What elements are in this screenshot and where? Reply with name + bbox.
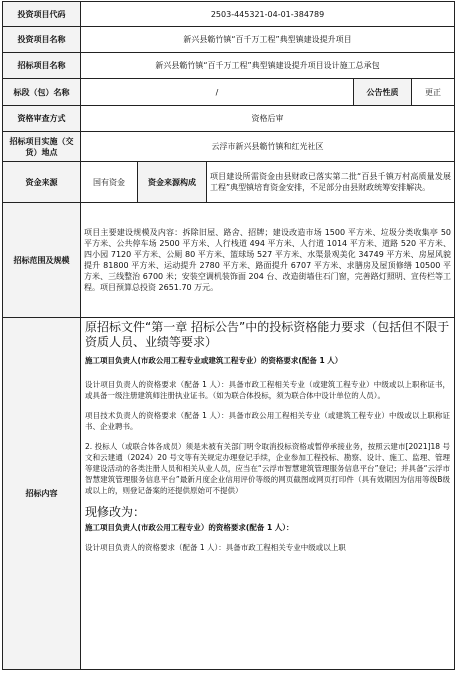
notice-nature-label: 公告性质 — [354, 79, 412, 106]
tender-name-label: 招标项目名称 — [3, 53, 81, 79]
funding-composition-value: 项目建设所需资金由县财政已落实第二批“百县千镇万村高质量发展工程”典型镇培育资金安排，不足部分由县财政统筹安排解决。 — [207, 162, 455, 203]
tender-name-value: 新兴县簕竹镇“百千万工程”典型镇建设提升项目设计施工总承包 — [81, 53, 455, 79]
content-changed-heading: 现修改为： — [85, 505, 146, 519]
row-funding — [3, 162, 455, 203]
content-new-construction-manager: 施工项目负责人(市政公用工程专业）的资格要求(配备 1 人）： — [85, 523, 294, 532]
content-item-construction-manager: 施工项目负责人(市政公用工程专业或建筑工程专业）的资格要求(配备 1 人） — [85, 356, 343, 365]
row-section — [3, 79, 455, 106]
row-tender-name — [3, 53, 455, 79]
location-value: 云浮市新兴县簕竹镇和红光社区 — [81, 132, 455, 162]
project-name-label: 投资项目名称 — [3, 27, 81, 53]
funding-composition-label: 资金来源构成 — [138, 162, 207, 203]
row-project-code — [3, 2, 455, 27]
row-project-name — [3, 27, 455, 53]
qualification-value: 资格后审 — [81, 106, 455, 132]
content-intro: 原招标文件“第一章 招标公告”中的投标资格能力要求（包括但不限于资质人员、业绩等要求） — [85, 320, 450, 349]
project-name-value: 新兴县簕竹镇“百千万工程”典型镇建设提升项目 — [81, 27, 455, 53]
project-code-label: 投资项目代码 — [3, 2, 81, 27]
content-item-technical-manager: 项目技术负责人的资格要求（配备 1 人）：具备市政公用工程相关专业（或建筑工程专业）中级或以上职称证书、企业聘书。 — [85, 411, 451, 431]
project-code-value: 2503-445321-04-01-384789 — [81, 2, 455, 27]
content-body — [81, 318, 455, 670]
section-name-label: 标段（包）名称 — [3, 79, 81, 106]
funding-value: 国有资金 — [81, 162, 138, 203]
qualification-label: 资格审查方式 — [3, 106, 81, 132]
content-label: 招标内容 — [3, 318, 81, 670]
funding-label: 资金来源 — [3, 162, 81, 203]
location-label: 招标项目实施（交货）地点 — [3, 132, 81, 162]
row-location — [3, 132, 455, 162]
scope-label: 招标范围及规模 — [3, 203, 81, 318]
scope-value: 项目主要建设规模及内容：拆除旧屋、路舍、招牌；建设改造市场 1500 平方米、垃圾分类收集亭 50 平方米、公共停车场 2500 平方米、人行栈道 494 平方米、人行道 1014 平方米、道路 520 平方米、四小园 7120 平方米、公厕 80 平方米、篮球场 527 平方米、水渠景观美化 34749 平方米、房屋风貌提升 81800 平方米、运动提升 2780 平方米、路面提升 6707 平方米、求膳房及屋顶修缮 10500 平方米、三线整治 6700 米；安装空调机装饰面 204 台、改造街墙住石门窗，完善路灯照明、宣传栏等工程。项目预算总投资 2651.70 万元。 — [81, 203, 455, 318]
content-new-design-manager: 设计项目负责人的资格要求（配备 1 人）：具备市政工程相关专业中级或以上职 — [85, 543, 346, 552]
section-name-value: / — [81, 79, 354, 106]
row-content — [3, 318, 455, 670]
content-item-bidder-requirement: 2. 投标人（或联合体各成员）须是未被有关部门明令取消投标资格或暂停承接业务，按照云建市[2021]18 号文和云建通（2024）20 号文等有关规定办理登记手续，企业参加工程投标、勘察、设计、施工、监理、管理等建设活动的各类注册人员和相关从业人员，应当在“云浮市智慧建筑管理服务信息平台”登记；并具备“云浮市智慧建筑管理服务信息平台”最新月度企业信用评价等级的网页截图或网页打印件（具有效期因为信用等级B级或以上的，则登记备案的还提供原始可不提供） — [85, 442, 451, 495]
notice-nature-value: 更正 — [412, 79, 455, 106]
tender-announcement-table — [2, 1, 455, 670]
row-qualification — [3, 106, 455, 132]
content-item-design-manager: 设计项目负责人的资格要求（配备 1 人）：具备市政工程相关专业（或建筑工程专业）中级或以上职称证书，或具备一级注册建筑师注册执业证书。（如为联合体投标，须为联合体中设计单位的人员）。 — [85, 380, 451, 400]
row-scope — [3, 203, 455, 318]
